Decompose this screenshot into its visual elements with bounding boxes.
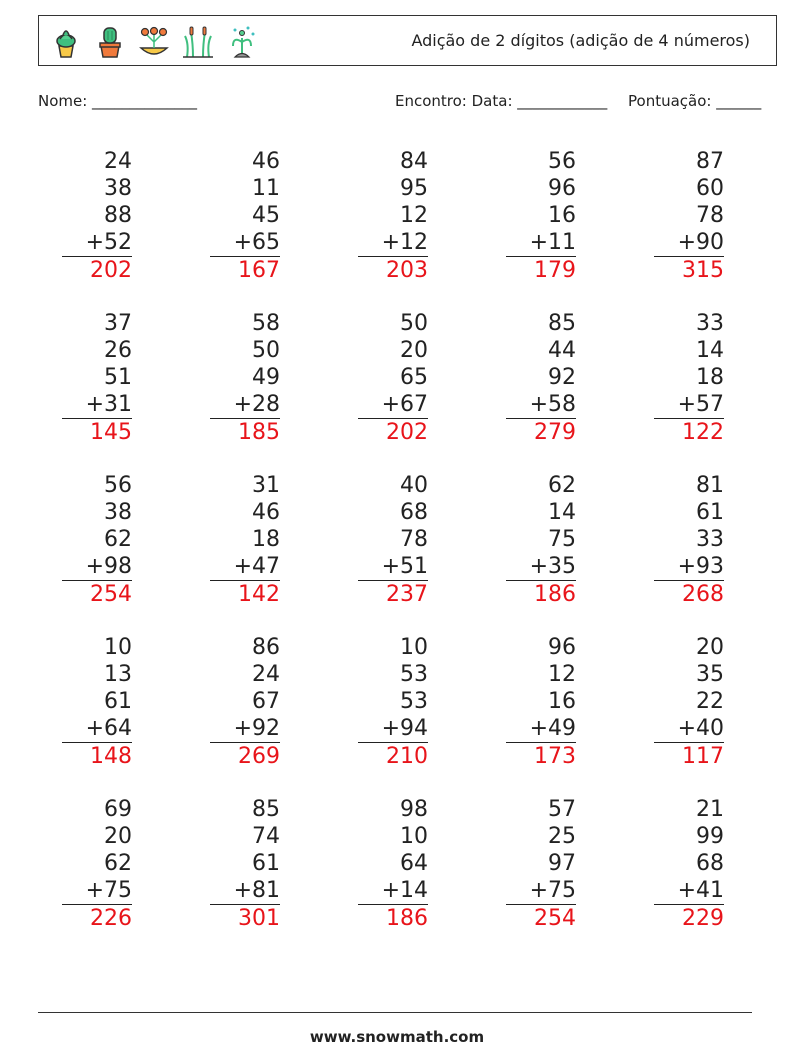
addend: 74 [252,824,280,849]
last-addend: +81 [210,877,280,905]
addend: 95 [400,176,428,201]
answer: 268 [682,582,724,607]
addition-problem [358,796,428,932]
addend: 20 [104,824,132,849]
answer: 173 [534,744,576,769]
last-addend: +11 [506,229,576,257]
last-addend: +31 [62,391,132,419]
addend: 24 [252,662,280,687]
reed-plant-icon [179,22,217,60]
addend: 49 [252,365,280,390]
addend: 84 [400,149,428,174]
answer: 167 [238,258,280,283]
addend: 86 [252,635,280,660]
addend: 78 [696,203,724,228]
addend: 75 [548,527,576,552]
answer: 179 [534,258,576,283]
last-addend: +35 [506,553,576,581]
addition-problem [62,472,132,608]
answer: 254 [90,582,132,607]
addition-problem [654,634,724,770]
addition-problem [62,148,132,284]
last-addend: +75 [506,877,576,905]
addend: 16 [548,689,576,714]
addition-problem [506,634,576,770]
addend: 46 [252,149,280,174]
addend: 20 [696,635,724,660]
addend: 26 [104,338,132,363]
addend: 14 [696,338,724,363]
last-addend: +64 [62,715,132,743]
last-addend: +90 [654,229,724,257]
addition-problem [654,796,724,932]
addend: 57 [548,797,576,822]
addend: 46 [252,500,280,525]
addend: 62 [548,473,576,498]
addend: 56 [548,149,576,174]
answer: 237 [386,582,428,607]
addend: 14 [548,500,576,525]
last-addend: +47 [210,553,280,581]
worksheet-header [38,15,777,66]
addend: 62 [104,527,132,552]
addend: 53 [400,662,428,687]
last-addend: +98 [62,553,132,581]
last-addend: +67 [358,391,428,419]
addend: 60 [696,176,724,201]
date-field-label: Encontro: Data: ____________ [395,92,608,110]
answer: 203 [386,258,428,283]
footer-site: www.snowmath.com [309,1028,485,1046]
addend: 16 [548,203,576,228]
answer: 226 [90,906,132,931]
worksheet-title: Adição de 2 dígitos (adição de 4 números) [411,31,750,50]
footer-divider [38,1012,752,1013]
plant-icons [47,22,261,60]
answer: 301 [238,906,280,931]
answer: 202 [90,258,132,283]
addend: 61 [252,851,280,876]
last-addend: +65 [210,229,280,257]
answer: 122 [682,420,724,445]
addition-problem [358,634,428,770]
last-addend: +58 [506,391,576,419]
answer: 315 [682,258,724,283]
addend: 50 [400,311,428,336]
addend: 38 [104,500,132,525]
addend: 88 [104,203,132,228]
flower-bowl-icon [135,22,173,60]
addend: 53 [400,689,428,714]
addend: 81 [696,473,724,498]
addend: 20 [400,338,428,363]
cactus-pot-icon [91,22,129,60]
addend: 51 [104,365,132,390]
addend: 62 [104,851,132,876]
addend: 12 [548,662,576,687]
addend: 92 [548,365,576,390]
addend: 45 [252,203,280,228]
addend: 85 [548,311,576,336]
addition-problem [210,796,280,932]
answer: 186 [534,582,576,607]
answer: 269 [238,744,280,769]
addend: 87 [696,149,724,174]
answer: 145 [90,420,132,445]
addend: 78 [400,527,428,552]
addend: 68 [696,851,724,876]
addend: 22 [696,689,724,714]
addition-problem [210,310,280,446]
addend: 85 [252,797,280,822]
last-addend: +28 [210,391,280,419]
addend: 99 [696,824,724,849]
answer: 148 [90,744,132,769]
addend: 31 [252,473,280,498]
addition-problem [654,310,724,446]
addition-problem [506,148,576,284]
addend: 44 [548,338,576,363]
name-field-label: Nome: ______________ [38,92,198,110]
addend: 33 [696,527,724,552]
addend: 13 [104,662,132,687]
addend: 11 [252,176,280,201]
last-addend: +57 [654,391,724,419]
last-addend: +93 [654,553,724,581]
addition-problem [62,634,132,770]
last-addend: +14 [358,877,428,905]
last-addend: +92 [210,715,280,743]
addend: 37 [104,311,132,336]
addition-problem [506,472,576,608]
addition-problem [654,148,724,284]
addend: 24 [104,149,132,174]
addition-problem [358,472,428,608]
last-addend: +75 [62,877,132,905]
addition-problem [506,310,576,446]
addend: 10 [400,635,428,660]
sprouting-plant-icon [223,22,261,60]
addend: 10 [400,824,428,849]
answer: 142 [238,582,280,607]
addend: 69 [104,797,132,822]
addend: 56 [104,473,132,498]
answer: 185 [238,420,280,445]
addend: 96 [548,635,576,660]
addend: 65 [400,365,428,390]
addend: 67 [252,689,280,714]
addend: 18 [696,365,724,390]
addend: 40 [400,473,428,498]
addend: 38 [104,176,132,201]
last-addend: +40 [654,715,724,743]
last-addend: +51 [358,553,428,581]
addend: 64 [400,851,428,876]
answer: 117 [682,744,724,769]
potted-succulent-icon [47,22,85,60]
addend: 97 [548,851,576,876]
last-addend: +52 [62,229,132,257]
addition-problem [210,634,280,770]
answer: 279 [534,420,576,445]
addend: 21 [696,797,724,822]
last-addend: +49 [506,715,576,743]
addend: 33 [696,311,724,336]
addend: 50 [252,338,280,363]
addend: 10 [104,635,132,660]
last-addend: +41 [654,877,724,905]
addition-problem [62,310,132,446]
addition-problem [62,796,132,932]
answer: 229 [682,906,724,931]
addition-problem [358,148,428,284]
answer: 210 [386,744,428,769]
answer: 186 [386,906,428,931]
addend: 61 [696,500,724,525]
answer: 202 [386,420,428,445]
addition-problem [210,148,280,284]
addition-problem [654,472,724,608]
answer: 254 [534,906,576,931]
addition-problem [506,796,576,932]
addend: 98 [400,797,428,822]
addend: 12 [400,203,428,228]
addition-problem [358,310,428,446]
last-addend: +12 [358,229,428,257]
addend: 96 [548,176,576,201]
addition-problem [210,472,280,608]
addend: 61 [104,689,132,714]
last-addend: +94 [358,715,428,743]
addend: 58 [252,311,280,336]
addend: 68 [400,500,428,525]
score-field-label: Pontuação: ______ [628,92,762,110]
addend: 35 [696,662,724,687]
addend: 25 [548,824,576,849]
addend: 18 [252,527,280,552]
